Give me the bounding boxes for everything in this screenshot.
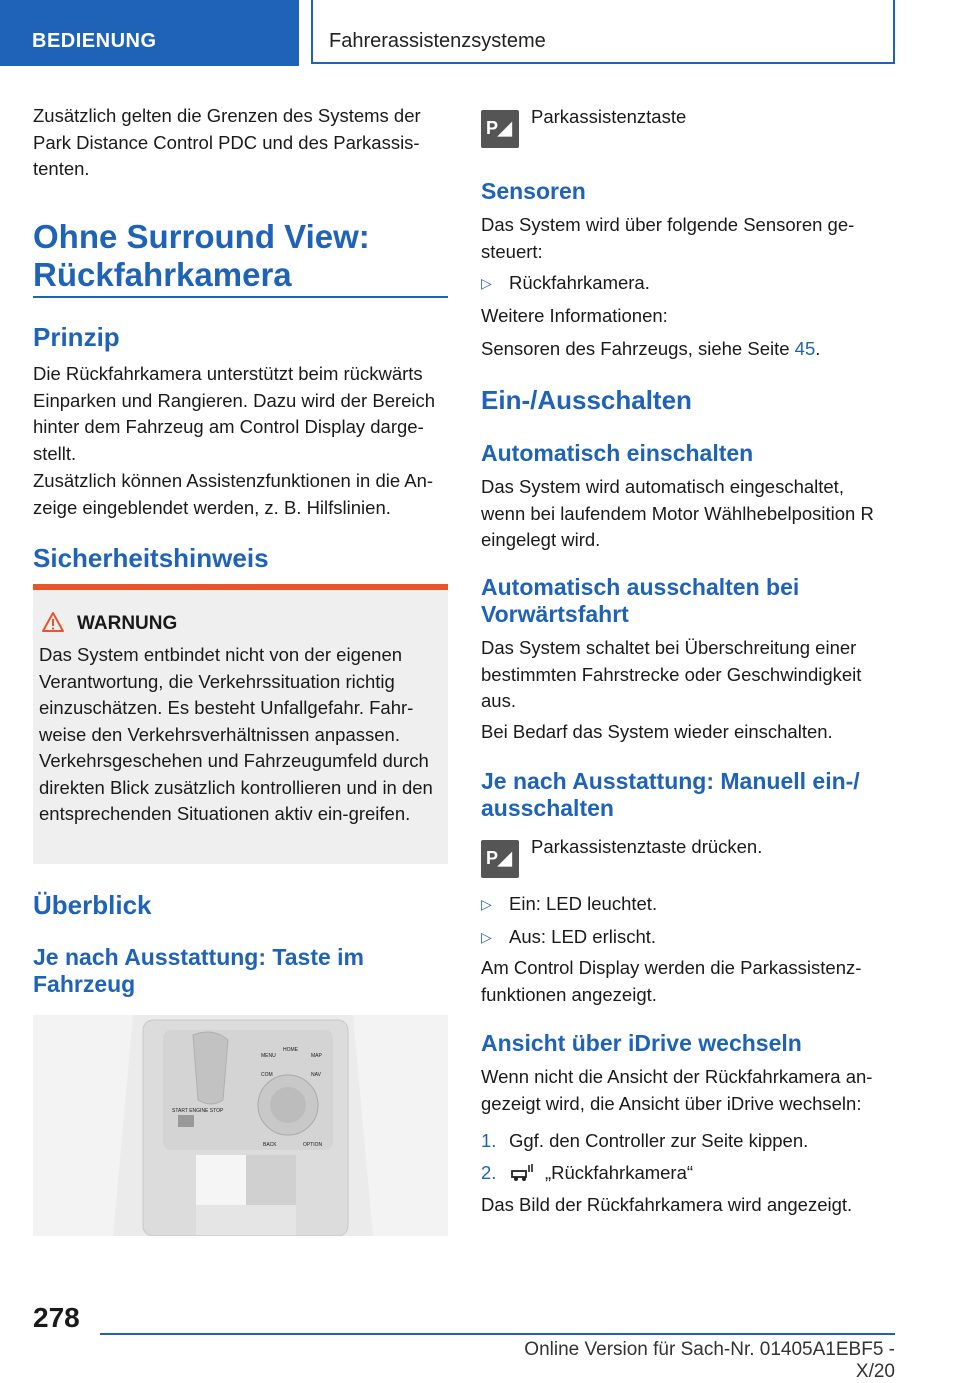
title-rule: [33, 296, 448, 298]
bullet-on-text: Ein: LED leuchtet.: [509, 893, 658, 914]
option-button-label: OPTION: [303, 1142, 323, 1148]
list-item: [481, 270, 650, 297]
bullet-triangle-icon: ▷: [481, 929, 492, 945]
result-text: Das Bild der Rückfahrkamera wird angezeigt.: [481, 1194, 853, 1215]
step-number: 1.: [481, 1130, 497, 1151]
page-number: 278: [33, 1302, 80, 1333]
heading-safety: Sicherheitshinweis: [33, 543, 269, 573]
sensoren-bullet-text: Rückfahrkamera.: [509, 272, 650, 293]
step-number: 2.: [481, 1162, 497, 1183]
manual-caption: Parkassistenztaste drücken.: [531, 836, 763, 857]
warning-bar: [33, 584, 448, 590]
manual-paragraph: Am Control Display werden die Parkassistenz-funktionen angezeigt.: [481, 957, 862, 1005]
section-label: BEDIENUNG: [0, 0, 299, 66]
nav-button-label: NAV: [311, 1072, 321, 1078]
list-item: [481, 924, 656, 951]
map-button-label: MAP: [311, 1053, 322, 1059]
auto-off-paragraph-1: Das System schaltet bei Überschreitung einer bestimmten Fahrstrecke oder Geschwindigkeit aus.: [481, 637, 862, 711]
heading-ein-aus: Ein-/Ausschalten: [481, 385, 692, 415]
page-title: [33, 218, 448, 294]
warning-text: Das System entbindet nicht von der eigenen Verantwortung, die Verkehrssituation richtig einzuschätzen. Es besteht Unfallgefahr. Fahr-weise den Verkehrsverhältnissen anpassen. Verkehrsgeschehen und Fahrzeugumfeld durch direkten Blick zusätzlich kontrollieren und in den entsprechenden Situationen aktiv ein-greifen.: [39, 644, 433, 824]
list-item: [481, 1128, 808, 1155]
step-1-text: Ggf. den Controller zur Seite kippen.: [509, 1130, 809, 1151]
sensors-ref-text: Sensoren des Fahrzeugs, siehe Seite: [481, 338, 795, 359]
heading-auto-on: Automatisch einschalten: [481, 440, 754, 466]
overview-subheading: Je nach Ausstattung: Taste im Fahrzeug: [33, 944, 365, 997]
park-assist-button-icon: P◢: [481, 840, 519, 878]
page-header: [0, 0, 960, 66]
prinzip-paragraph-2: Zusätzlich können Assistenzfunktionen in die An-zeige eingeblendet werden, z. B. Hilfslinien.: [33, 470, 434, 518]
bullet-off-text: Aus: LED erlischt.: [509, 926, 657, 947]
warning-box: [33, 584, 448, 864]
rear-camera-icon: [509, 1162, 537, 1184]
bullet-triangle-icon: ▷: [481, 896, 492, 912]
start-button-label: START ENGINE STOP: [172, 1108, 224, 1114]
heading-idrive: Ansicht über iDrive wechseln: [481, 1030, 802, 1056]
heading-sensoren: Sensoren: [481, 178, 586, 204]
title-line-1: Ohne Surround View:: [33, 218, 370, 255]
prinzip-paragraph-1: Die Rückfahrkamera unterstützt beim rückwärts Einparken und Rangieren. Dazu wird der Bereich hinter dem Fahrzeug am Control Display darge-stellt.: [33, 363, 436, 464]
warning-title: WARNUNG: [77, 613, 178, 634]
footer-rule: [100, 1333, 895, 1335]
console-illustration: [33, 1015, 448, 1236]
button-caption: Parkassistenztaste: [531, 106, 687, 127]
heading-auto-off: Automatisch ausschalten bei Vorwärtsfahrt: [481, 574, 800, 627]
bullet-triangle-icon: ▷: [481, 275, 492, 291]
chapter-label: Fahrerassistenzsysteme: [311, 0, 895, 64]
back-button-label: BACK: [263, 1142, 277, 1148]
intro-text: Zusätzlich gelten die Grenzen des Systems der Park Distance Control PDC und des Parkassis-tenten.: [33, 105, 421, 179]
auto-off-paragraph-2: Bei Bedarf das System wieder einschalten.: [481, 721, 833, 742]
console-drawing: [33, 1015, 448, 1236]
title-line-2: Rückfahrkamera: [33, 256, 292, 293]
sensors-ref-end: .: [815, 338, 821, 359]
sensors-reference: [481, 336, 820, 363]
auto-on-paragraph: Das System wird automatisch eingeschaltet, wenn bei laufendem Motor Wählhebelposition R eingelegt wird.: [481, 476, 874, 550]
idrive-paragraph: Wenn nicht die Ansicht der Rückfahrkamera an-gezeigt wird, die Ansicht über iDrive wechseln:: [481, 1066, 873, 1114]
more-info-label: Weitere Informationen:: [481, 305, 668, 326]
heading-prinzip: Prinzip: [33, 322, 120, 352]
online-version-text: Online Version für Sach-Nr. 01405A1EBF5 - X/20: [524, 1339, 895, 1382]
list-item: [481, 891, 657, 918]
warning-triangle-icon: [41, 611, 65, 633]
menu-button-label: MENU: [261, 1053, 276, 1059]
list-item: [481, 1160, 693, 1187]
com-button-label: COM: [261, 1072, 273, 1078]
heading-overview: Überblick: [33, 890, 152, 920]
page-link[interactable]: 45: [794, 338, 816, 359]
heading-manual: Je nach Ausstattung: Manuell ein-/ ausschalten: [481, 768, 860, 821]
sensoren-paragraph: Das System wird über folgende Sensoren ge-steuert:: [481, 214, 855, 262]
step-2-text: „Rückfahrkamera“: [545, 1162, 694, 1183]
home-button-label: HOME: [283, 1047, 298, 1053]
park-assist-button-icon: P◢: [481, 110, 519, 148]
